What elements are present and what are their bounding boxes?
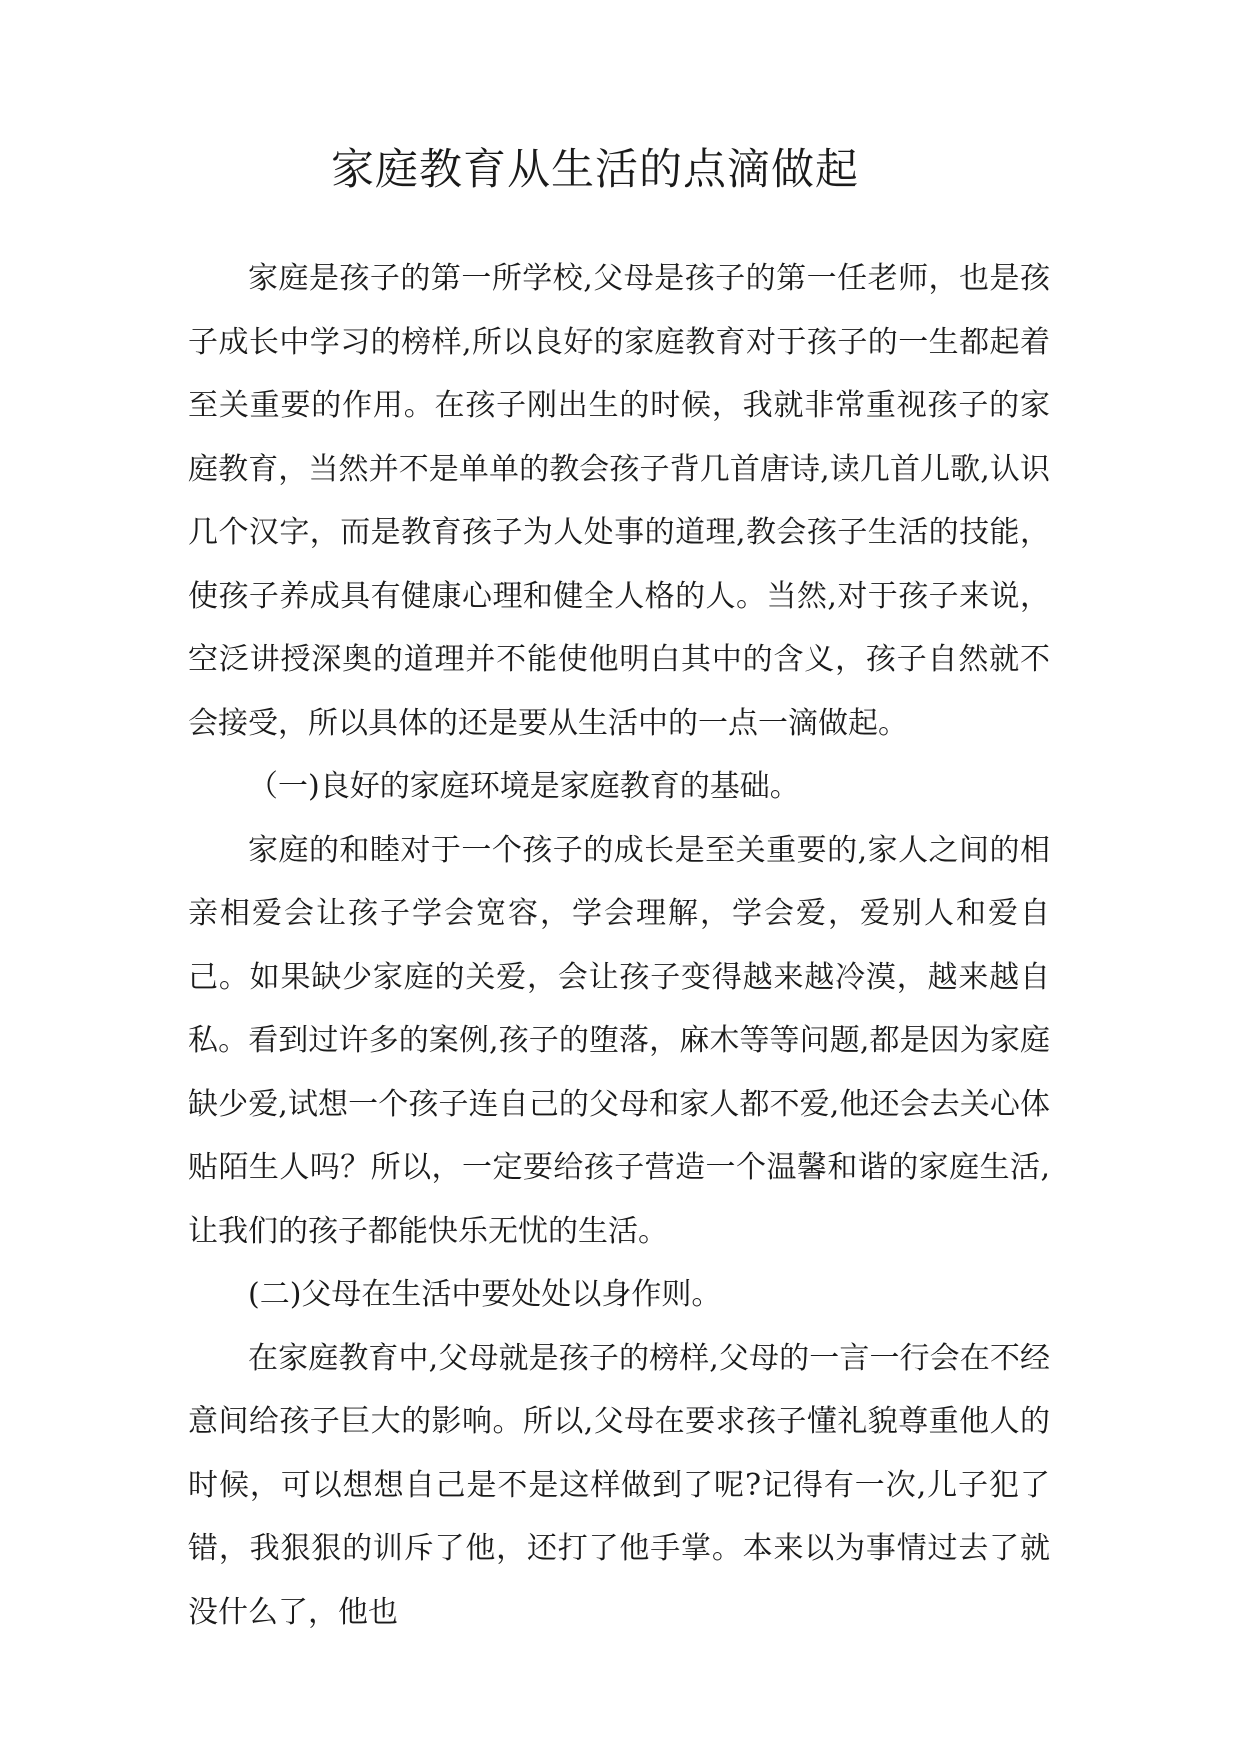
paragraph-intro: 家庭是孩子的第一所学校,父母是孩子的第一任老师，也是孩子成长中学习的榜样,所以良好的家庭教育对于孩子的一生都起着至关重要的作用。在孩子刚出生的时候，我就非常重视孩子的家庭教育，当然并不是单单的教会孩子背几首唐诗,读几首儿歌,认识几个汉字，而是教育孩子为人处事的道理,教会孩子生活的技能，使孩子养成具有健康心理和健全人格的人。当然,对于孩子来说，空泛讲授深奥的道理并不能使他明白其中的含义，孩子自然就不会接受，所以具体的还是要从生活中的一点一滴做起。 <box>188 261 1050 741</box>
section-heading-2: (二)父母在生活中要处处以身作则。 <box>248 1277 722 1312</box>
paragraph-parents-example: 在家庭教育中,父母就是孩子的榜样,父母的一言一行会在不经意间给孩子巨大的影响。所以,父母在要求孩子懂礼貌尊重他人的时候，可以想想自己是不是这样做到了呢?记得有一次,儿子犯了错，我狠狠的训斥了他，还打了他手掌。本来以为事情过去了就没什么了，他也 <box>188 1340 1050 1630</box>
paragraph-family-harmony: 家庭的和睦对于一个孩子的成长是至关重要的,家人之间的相亲相爱会让孩子学会宽容，学会理解，学会爱，爱别人和爱自己。如果缺少家庭的关爱，会让孩子变得越来越冷漠，越来越自私。看到过许多的案例,孩子的堕落，麻木等等问题,都是因为家庭缺少爱,试想一个孩子连自己的父母和家人都不爱,他还会去关心体贴陌生人吗？所以，一定要给孩子营造一个温馨和谐的家庭生活,让我们的孩子都能快乐无忧的生活。 <box>188 832 1050 1249</box>
section-heading-1: （一)良好的家庭环境是家庭教育的基础。 <box>248 769 800 804</box>
document-body <box>188 247 1050 1644</box>
document-title: 家庭教育从生活的点滴做起 <box>331 145 859 195</box>
